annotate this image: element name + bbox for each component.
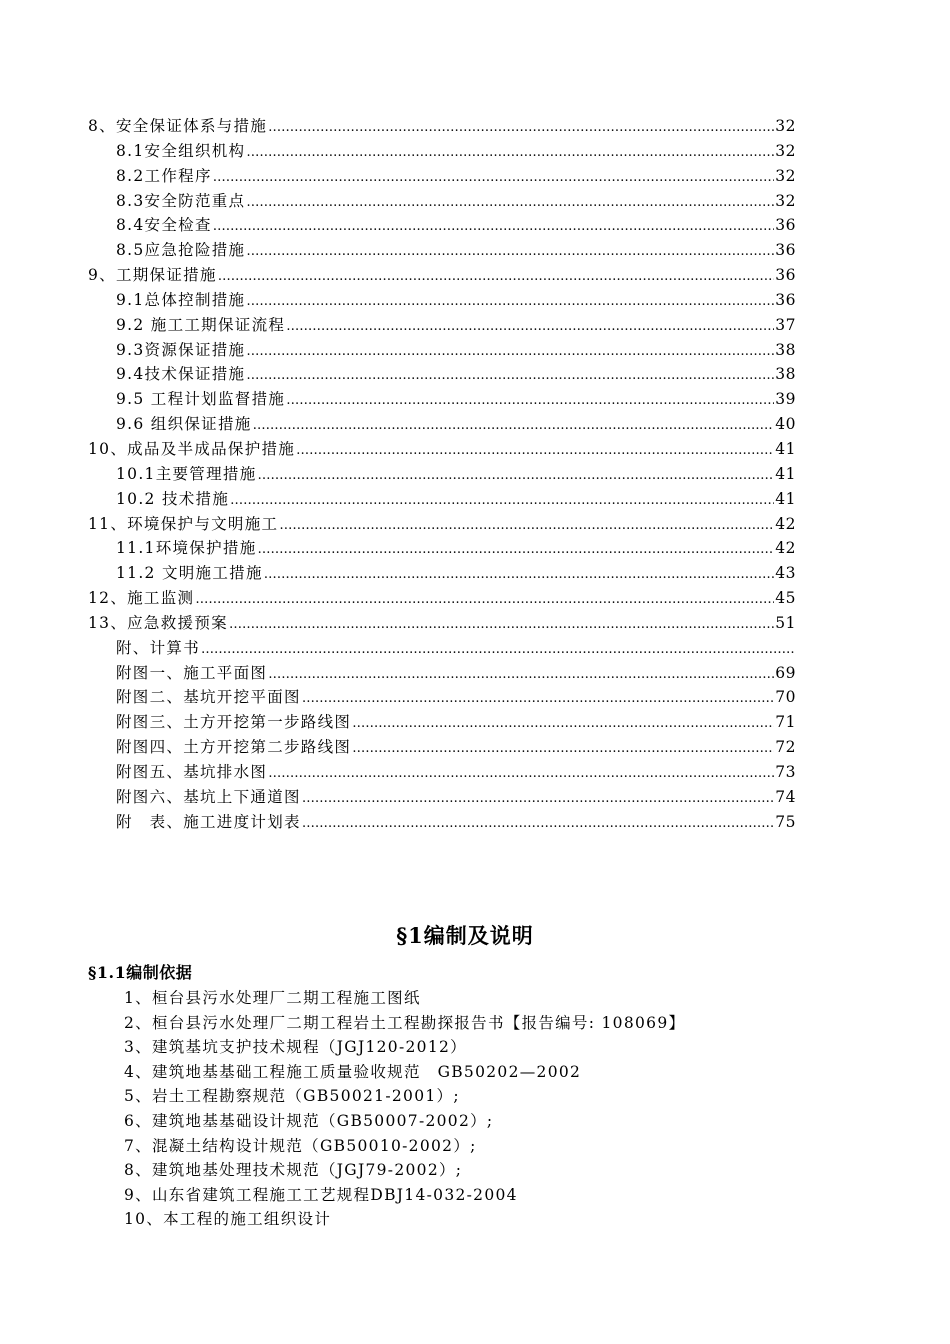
toc-entry[interactable] <box>88 735 796 760</box>
toc-leader-dots <box>268 116 774 141</box>
toc-leader-dots <box>246 191 774 216</box>
toc-entry-page: 32 <box>775 141 796 160</box>
toc-entry-page: 36 <box>775 290 796 309</box>
toc-entry[interactable] <box>88 561 796 586</box>
toc-entry[interactable] <box>88 263 796 288</box>
toc-entry-page: 32 <box>775 191 796 210</box>
toc-entry[interactable] <box>88 288 796 313</box>
toc-leader-dots <box>246 290 774 315</box>
toc-entry-page: 70 <box>775 688 796 707</box>
toc-entry-label: 9.5 工程计划监督措施 <box>116 390 286 409</box>
toc-entry-page: 41 <box>775 489 796 508</box>
toc-entry-label: 8.5应急抢险措施 <box>116 241 246 260</box>
toc-leader-dots <box>230 489 774 514</box>
toc-entry-label: 10、成品及半成品保护措施 <box>88 439 296 458</box>
toc-entry-label: 9.2 施工工期保证流程 <box>116 315 286 334</box>
toc-leader-dots <box>201 638 795 663</box>
toc-leader-dots <box>302 687 774 712</box>
toc-leader-dots <box>246 141 774 166</box>
toc-entry[interactable] <box>88 512 796 537</box>
toc-entry[interactable] <box>88 636 796 661</box>
toc-entry-label: 附图五、基坑排水图 <box>116 762 268 781</box>
toc-entry-page: 32 <box>775 166 796 185</box>
toc-entry[interactable] <box>88 785 796 810</box>
toc-entry-label: 8.3安全防范重点 <box>116 191 246 210</box>
toc-leader-dots <box>246 240 774 265</box>
toc-entry[interactable] <box>88 810 796 835</box>
toc-entry[interactable] <box>88 685 796 710</box>
toc-leader-dots <box>229 613 774 638</box>
toc-leader-dots <box>213 166 775 191</box>
toc-leader-dots <box>352 737 774 762</box>
toc-entry-page: 42 <box>775 514 796 533</box>
toc-entry-page: 43 <box>775 564 796 583</box>
toc-entry[interactable] <box>88 462 796 487</box>
toc-entry[interactable] <box>88 412 796 437</box>
toc-entry-page: 38 <box>775 340 796 359</box>
toc-entry-page: 38 <box>775 365 796 384</box>
toc-entry-page: 51 <box>775 613 796 632</box>
toc-entry-label: 9.6 组织保证措施 <box>116 415 252 434</box>
toc-entry-label: 附图一、施工平面图 <box>116 663 268 682</box>
toc-entry-label: 13、应急救援预案 <box>88 613 228 632</box>
toc-leader-dots <box>352 712 774 737</box>
toc-entry[interactable] <box>88 213 796 238</box>
toc-entry-page: 36 <box>775 216 796 235</box>
toc-entry[interactable] <box>88 164 796 189</box>
toc-entry[interactable] <box>88 760 796 785</box>
toc-leader-dots <box>195 588 774 613</box>
toc-entry-label: 11.2 文明施工措施 <box>116 564 263 583</box>
toc-entry-page: 36 <box>775 241 796 260</box>
toc-entry[interactable] <box>88 710 796 735</box>
toc-entry-page: 32 <box>775 117 796 135</box>
toc-leader-dots <box>286 315 774 340</box>
toc-entry-label: 附图三、土方开挖第一步路线图 <box>116 713 352 732</box>
toc-leader-dots <box>258 538 775 563</box>
toc-entry[interactable] <box>88 661 796 686</box>
toc-entry-page: 37 <box>775 315 796 334</box>
toc-entry-page: 42 <box>775 539 796 558</box>
toc-entry[interactable] <box>88 114 796 139</box>
toc-entry-label: 9.4技术保证措施 <box>116 365 246 384</box>
toc-leader-dots <box>218 265 775 290</box>
toc-entry-label: 附图二、基坑开挖平面图 <box>116 688 301 707</box>
toc-entry-page: 39 <box>775 390 796 409</box>
toc-leader-dots <box>264 563 775 588</box>
reference-item: 6、建筑地基基础设计规范（GB50007-2002）; <box>124 1111 494 1130</box>
toc-entry-label: 10.2 技术措施 <box>116 489 230 508</box>
toc-entry-label: 8、安全保证体系与措施 <box>88 117 268 135</box>
toc-entry-label: 8.1安全组织机构 <box>116 141 246 160</box>
toc-entry-page: 41 <box>775 464 796 483</box>
toc-entry-label: 附、计算书 <box>116 638 201 657</box>
toc-entry[interactable] <box>88 611 796 636</box>
toc-entry-label: 9.3资源保证措施 <box>116 340 246 359</box>
toc-leader-dots <box>286 389 774 414</box>
toc-entry-label: 12、施工监测 <box>88 589 195 608</box>
toc-leader-dots <box>246 340 774 365</box>
toc-entry[interactable] <box>88 387 796 412</box>
reference-item: 2、桓台县污水处理厂二期工程岩土工程勘探报告书【报告编号: 108069】 <box>124 1013 686 1032</box>
toc-entry-label: 附 表、施工进度计划表 <box>116 812 301 831</box>
toc-entry-page: 36 <box>775 266 796 285</box>
toc-entry-page: 72 <box>775 738 796 757</box>
section-title: §1编制及说明 <box>396 923 534 948</box>
reference-item: 1、桓台县污水处理厂二期工程施工图纸 <box>124 989 421 1007</box>
toc-entry[interactable] <box>88 189 796 214</box>
toc-entry[interactable] <box>88 338 796 363</box>
reference-item: 9、山东省建筑工程施工工艺规程DBJ14-032-2004 <box>124 1185 518 1204</box>
toc-leader-dots <box>246 364 774 389</box>
toc-entry[interactable] <box>88 437 796 462</box>
reference-list <box>124 986 685 1232</box>
toc-entry[interactable] <box>88 362 796 387</box>
toc-entry[interactable] <box>88 313 796 338</box>
toc-entry[interactable] <box>88 487 796 512</box>
toc-entry[interactable] <box>88 586 796 611</box>
toc-entry-label: 11、环境保护与文明施工 <box>88 514 279 533</box>
toc-entry[interactable] <box>88 238 796 263</box>
toc-leader-dots <box>253 414 775 439</box>
subsection-title: §1.1编制依据 <box>88 963 193 982</box>
toc-leader-dots <box>296 439 774 464</box>
toc-entry-page: 71 <box>775 713 796 732</box>
toc-entry-label: 9.1总体控制措施 <box>116 290 246 309</box>
reference-item: 10、本工程的施工组织设计 <box>124 1210 332 1229</box>
reference-item: 3、建筑基坑支护技术规程（JGJ120-2012） <box>124 1038 467 1057</box>
toc-entry-page: 73 <box>775 762 796 781</box>
toc-entry-page: 75 <box>775 812 796 831</box>
toc-leader-dots <box>213 215 775 240</box>
toc-entry[interactable] <box>88 536 796 561</box>
toc-leader-dots <box>268 663 774 688</box>
toc-entry-label: 11.1环境保护措施 <box>116 539 257 558</box>
toc-leader-dots <box>302 787 774 812</box>
reference-item: 4、建筑地基基础工程施工质量验收规范 GB50202—2002 <box>124 1062 582 1081</box>
toc-leader-dots <box>279 514 774 539</box>
toc-entry-label: 9、工期保证措施 <box>88 266 217 285</box>
toc-leader-dots <box>258 464 775 489</box>
toc-entry-label: 附图六、基坑上下通道图 <box>116 787 301 806</box>
reference-item: 5、岩土工程勘察规范（GB50021-2001）; <box>124 1087 460 1106</box>
table-of-contents <box>88 114 796 834</box>
toc-entry[interactable] <box>88 139 796 164</box>
toc-entry-page: 74 <box>775 787 796 806</box>
toc-leader-dots <box>268 762 774 787</box>
toc-entry-label: 附图四、土方开挖第二步路线图 <box>116 738 352 757</box>
toc-entry-page: 40 <box>775 415 796 434</box>
toc-leader-dots <box>302 812 774 837</box>
toc-entry-page: 69 <box>775 663 796 682</box>
toc-entry-page: 45 <box>775 589 796 608</box>
reference-item: 8、建筑地基处理技术规范（JGJ79-2002）; <box>124 1161 463 1180</box>
toc-entry-label: 8.2工作程序 <box>116 166 212 185</box>
toc-entry-label: 8.4安全检查 <box>116 216 212 235</box>
toc-entry-label: 10.1主要管理措施 <box>116 464 257 483</box>
reference-item: 7、混凝土结构设计规范（GB50010-2002）; <box>124 1136 477 1155</box>
toc-entry-page: 41 <box>775 439 796 458</box>
